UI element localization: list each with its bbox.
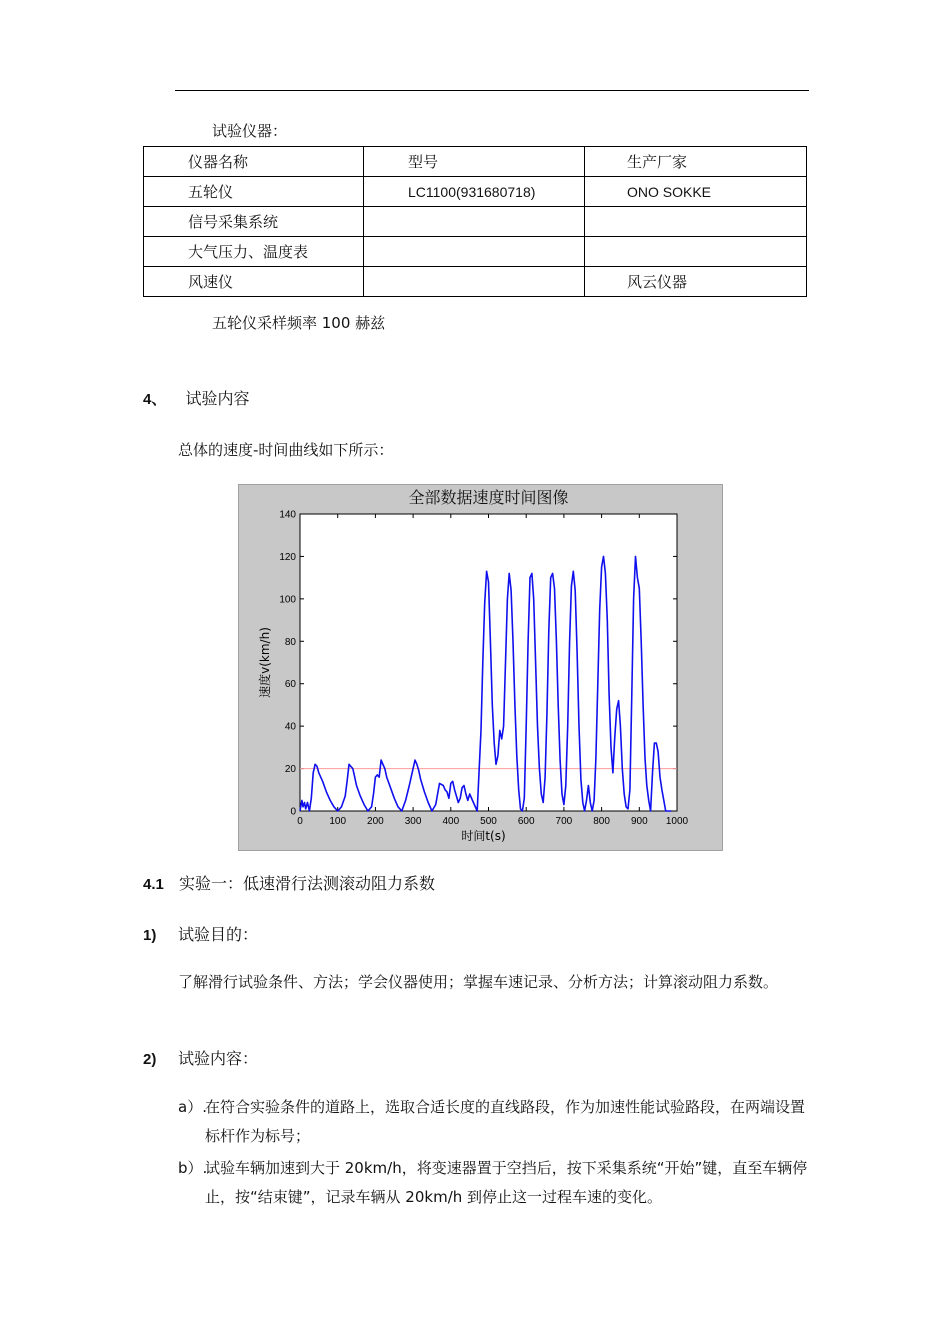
- table-cell: 五轮仪: [144, 177, 364, 207]
- item-title: 试验目的：: [178, 925, 259, 944]
- x-tick-label: 0: [297, 816, 303, 827]
- table-cell: [364, 267, 585, 297]
- item-title: 试验内容：: [178, 1049, 259, 1068]
- step-text: 在符合实验条件的道路上，选取合适长度的直线路段，作为加速性能试验路段，在两端设置标杆作为标号；: [205, 1098, 806, 1145]
- y-tick-label: 80: [284, 636, 296, 648]
- table-cell: 大气压力、温度表: [144, 237, 364, 267]
- y-axis-label: 速度v(km/h): [258, 627, 272, 698]
- table-row: [144, 237, 807, 267]
- speed-time-chart: [239, 485, 722, 850]
- table-cell: [364, 237, 585, 267]
- table-header-cell: 生产厂家: [585, 147, 807, 177]
- item-number: 2): [143, 1051, 157, 1068]
- step-text: 试验车辆加速到大于 20km/h，将变速器置于空挡后，按下采集系统“开始”键，直至车辆停止，按“结束键”，记录车辆从 20km/h 到停止这一过程车速的变化。: [205, 1159, 808, 1206]
- x-tick-label: 800: [593, 816, 610, 827]
- table-row: [144, 207, 807, 237]
- x-tick-label: 200: [367, 816, 384, 827]
- x-axis-label: 时间t(s): [461, 829, 506, 843]
- y-tick-label: 0: [290, 806, 296, 818]
- table-cell: LC1100(931680718): [364, 177, 585, 207]
- sampling-note: 五轮仪采样频率 100 赫兹: [212, 314, 386, 332]
- x-tick-label: 500: [480, 816, 497, 827]
- instruments-table: [143, 146, 807, 297]
- step-a: [178, 1093, 810, 1151]
- section-title: 实验一：低速滑行法测滚动阻力系数: [178, 874, 435, 893]
- table-cell: 信号采集系统: [144, 207, 364, 237]
- step-label: a）.: [178, 1098, 207, 1116]
- table-header-cell: 仪器名称: [144, 147, 364, 177]
- x-tick-label: 700: [555, 816, 573, 827]
- instruments-heading: 试验仪器：: [212, 122, 288, 140]
- purpose-paragraph: 了解滑行试验条件、方法；学会仪器使用；掌握车速记录、分析方法；计算滚动阻力系数。: [178, 973, 779, 991]
- step-label: b）.: [178, 1159, 208, 1177]
- x-tick-label: 100: [329, 816, 347, 827]
- table-header-row: [144, 147, 807, 177]
- y-tick-label: 20: [284, 764, 296, 776]
- x-tick-label: 400: [442, 816, 460, 827]
- y-tick-label: 40: [284, 721, 296, 733]
- y-tick-label: 120: [279, 551, 296, 563]
- table-cell: 风速仪: [144, 267, 364, 297]
- chart-title: 全部数据速度时间图像: [408, 488, 569, 507]
- plot-area: [300, 514, 677, 811]
- table-cell: [585, 237, 807, 267]
- y-tick-label: 140: [279, 509, 296, 521]
- table-cell: [364, 207, 585, 237]
- table-header-cell: 型号: [364, 147, 585, 177]
- y-tick-label: 100: [279, 594, 296, 606]
- x-tick-label: 600: [517, 816, 535, 827]
- section-4-heading: [143, 389, 249, 410]
- y-tick-label: 60: [284, 679, 296, 691]
- speed-time-figure: [238, 484, 723, 851]
- item-number: 1): [143, 927, 157, 944]
- step-b: [178, 1154, 810, 1212]
- section-4-1-heading: [143, 874, 435, 895]
- table-cell: ONO SOKKE: [585, 177, 807, 207]
- item-2-heading: [143, 1049, 259, 1070]
- section-title: 试验内容: [185, 389, 250, 408]
- section-number: 4、: [143, 391, 167, 408]
- table-cell: 风云仪器: [585, 267, 807, 297]
- header-rule: [175, 90, 809, 91]
- x-tick-label: 900: [630, 816, 648, 827]
- item-1-heading: [143, 925, 259, 946]
- table-row: [144, 177, 807, 207]
- chart-intro: 总体的速度-时间曲线如下所示：: [178, 441, 394, 459]
- x-tick-label: 1000: [665, 816, 689, 827]
- section-number: 4.1: [143, 876, 164, 893]
- table-cell: [585, 207, 807, 237]
- table-row: [144, 267, 807, 297]
- x-tick-label: 300: [404, 816, 422, 827]
